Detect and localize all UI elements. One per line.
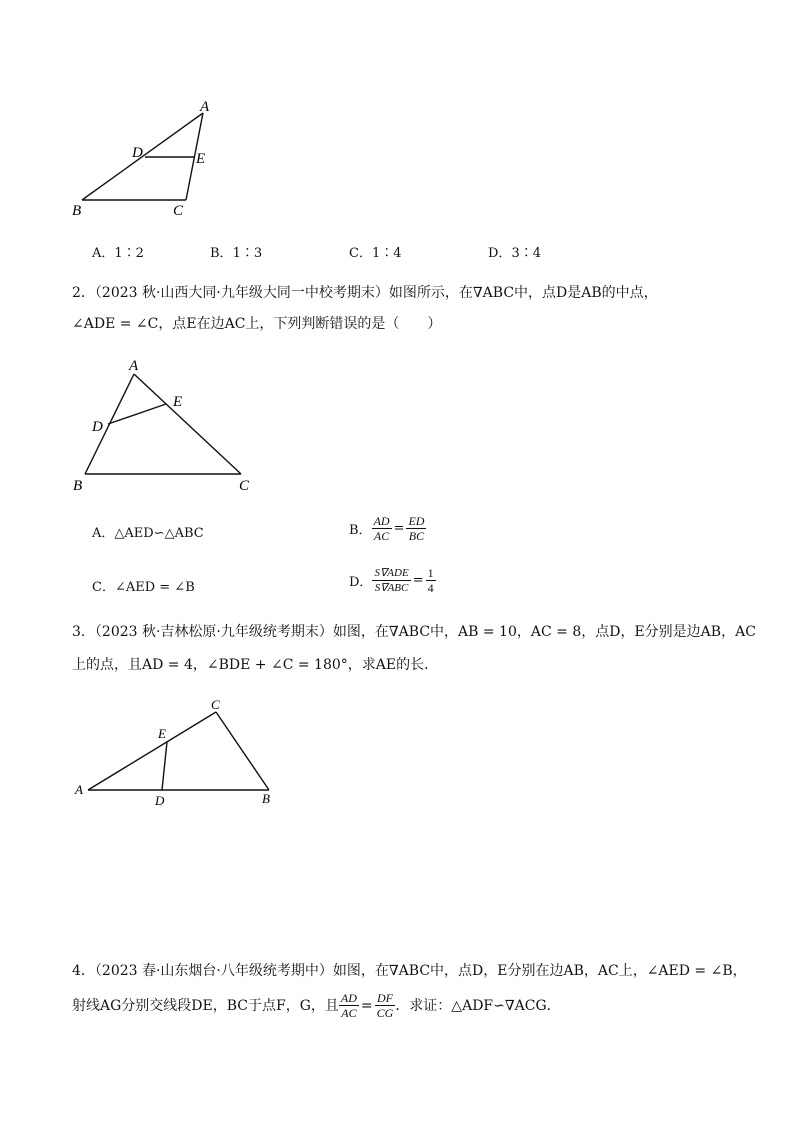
label-e: E	[173, 394, 183, 410]
label-a: A	[75, 782, 83, 797]
q3-stem-line2: 上的点，且AD = 4，∠BDE + ∠C = 180°，求AE的长．	[72, 657, 439, 673]
q1-option-c: C．1∶4	[349, 246, 402, 261]
q2-option-d: D． $\frac{\text{S∇ADE}}{\text{S∇ABC}}$ = $\frac{1}{4}$	[349, 566, 434, 595]
label-c: C	[211, 697, 220, 712]
q4-stem-line2: 射线AG分别交线段DE，BC于点F，G，且 $\frac{AD}{AC}$ = $\frac{DF}{CG}$ ．求证：△ADF∽∇ACG．	[72, 991, 561, 1020]
segment-de	[162, 742, 167, 790]
label-b: B	[72, 203, 82, 219]
fraction-area-ratio: $\frac{\text{S∇ADE}}{\text{S∇ABC}}$	[374, 567, 409, 594]
figure-1-triangle	[60, 95, 230, 225]
fraction-one-quarter: $\frac{1}{4}$	[427, 566, 434, 595]
label-d: D	[155, 793, 165, 808]
q1-option-a: A．1∶2	[92, 246, 144, 261]
label-a: A	[200, 99, 210, 115]
side-ac	[134, 374, 241, 474]
q2-stem-line1: 2．（2023 秋·山西大同·九年级大同一中校考期末）如图所示，在∇ABC中，点D是AB的中点，	[72, 285, 658, 301]
label-e: E	[196, 151, 206, 167]
segment-de	[108, 404, 166, 424]
label-d: D	[92, 419, 103, 435]
figure-2-triangle	[65, 350, 265, 500]
figure-3-triangle	[70, 695, 290, 815]
label-b: B	[73, 478, 83, 494]
q1-option-b: B．1∶3	[210, 246, 263, 261]
fraction-ed-bc: $\frac{ED}{BC}$	[408, 514, 425, 543]
label-a: A	[129, 358, 139, 374]
label-b: B	[262, 791, 270, 806]
fraction-ad-ac: $\frac{AD}{AC}$	[373, 514, 390, 543]
fraction-ad-ac: $\frac{AD}{AC}$	[340, 991, 357, 1020]
q2-stem-line2: ∠ADE = ∠C，点E在边AC上，下列判断错误的是（ ）	[72, 316, 442, 332]
fraction-df-cg: $\frac{DF}{CG}$	[376, 991, 394, 1020]
q2-option-b: B． $\frac{AD}{AC}$ = $\frac{ED}{BC}$	[349, 514, 425, 543]
q1-option-d: D．3∶4	[488, 246, 541, 261]
label-c: C	[239, 478, 250, 494]
side-ac	[88, 712, 216, 790]
label-e: E	[158, 726, 166, 741]
q3-stem-line1: 3．（2023 秋·吉林松原·九年级统考期末）如图，在∇ABC中，AB = 10，AC = 8，点D，E分别是边AB，AC	[72, 624, 756, 640]
label-c: C	[173, 203, 184, 219]
q2-option-c: C．∠AED = ∠B	[92, 580, 195, 595]
side-bc	[216, 712, 269, 790]
q2-option-a: A．△AED∽△ABC	[92, 526, 204, 541]
q4-stem-line1: 4．（2023 春·山东烟台·八年级统考期中）如图，在∇ABC中，点D，E分别在边AB，AC上，∠AED = ∠B，	[72, 963, 747, 979]
label-d: D	[132, 145, 143, 161]
